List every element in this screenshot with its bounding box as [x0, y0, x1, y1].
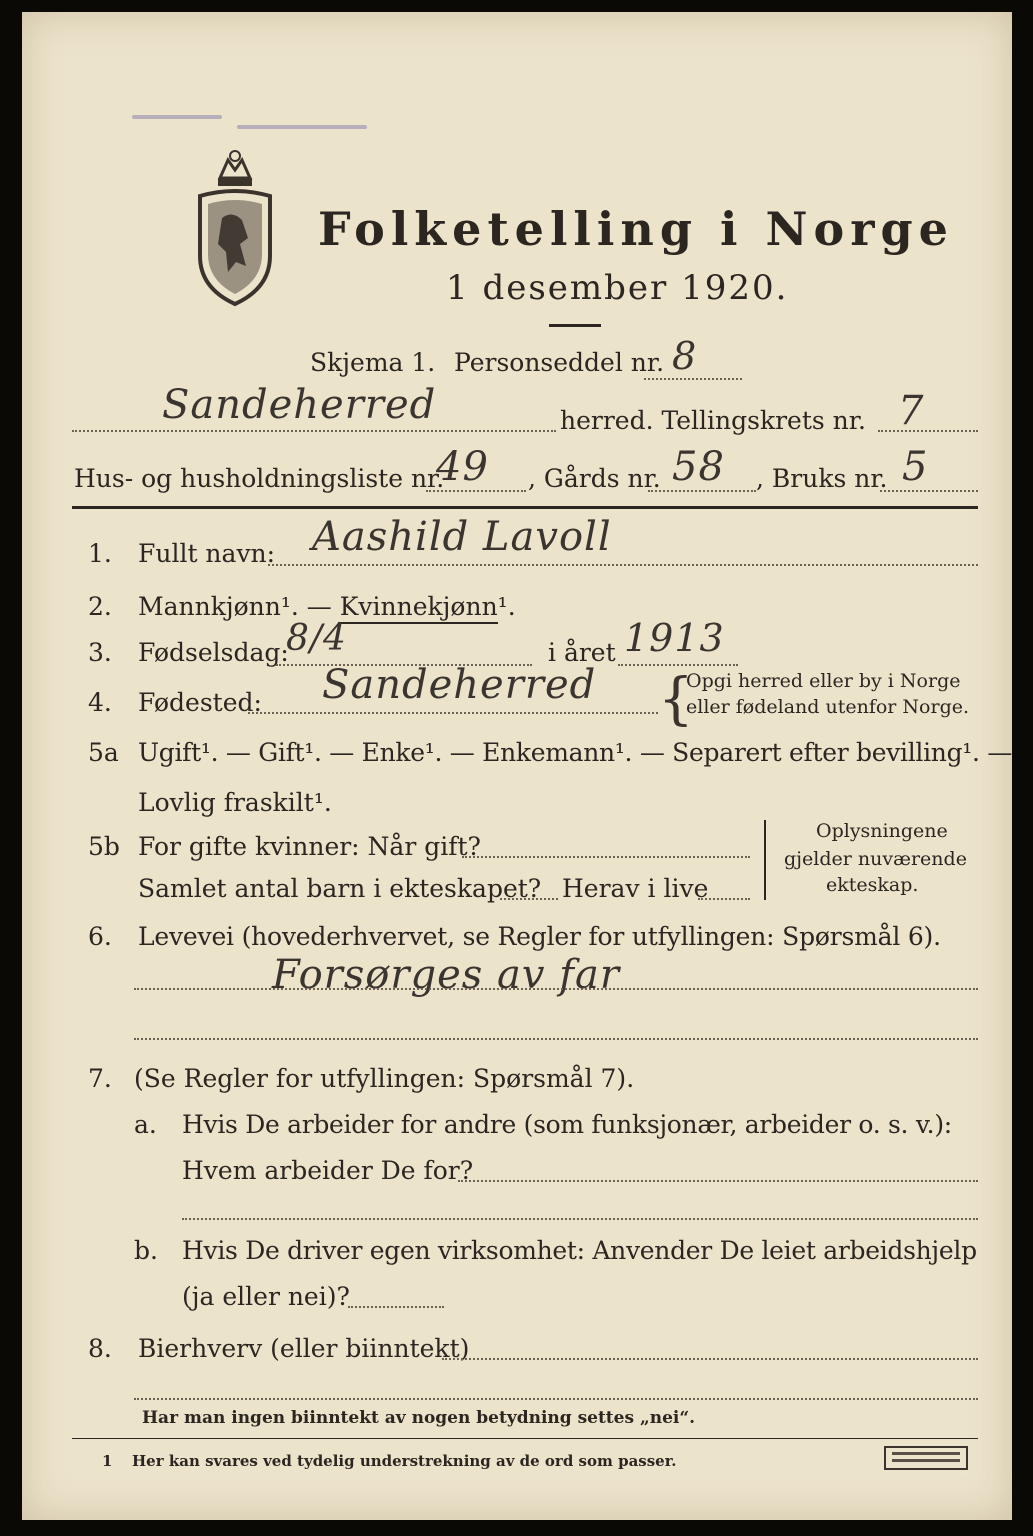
q5a-number: 5a [88, 738, 119, 767]
q4-note-1: Opgi herred eller by i Norge [686, 670, 961, 692]
full-name-value[interactable]: Aashild Lavoll [312, 514, 612, 560]
occupation-value[interactable]: Forsørges av far [272, 952, 620, 998]
marital-status-options[interactable]: Ugift¹. — Gift¹. — Enke¹. — Enkemann¹. — Separert efter bevilling¹. — [138, 738, 1013, 767]
gender-options[interactable]: Mannkjønn¹. — Kvinnekjønn¹. [138, 592, 516, 621]
year-line [618, 664, 738, 666]
husliste-value[interactable]: 49 [436, 444, 489, 490]
occupation-line-2 [134, 1038, 978, 1040]
footnote-text: Her kan svares ved tydelig understrekning av de ord som passer. [132, 1452, 677, 1470]
occupation-line-1 [134, 988, 978, 990]
q6-number: 6. [88, 922, 112, 951]
printer-mark-icon [884, 1446, 968, 1470]
q8-label: Bierhverv (eller biinntekt) [138, 1334, 470, 1363]
form-title: Folketelling i Norge [318, 202, 954, 256]
birthplace-value[interactable]: Sandeherred [322, 662, 597, 708]
q2-number: 2. [88, 592, 112, 621]
schema-label: Skjema 1. [310, 348, 436, 377]
q1-line [268, 564, 978, 566]
q5b-living-label: Herav i live [562, 874, 709, 903]
footnote-divider [72, 1438, 978, 1439]
q5b-bracket [764, 820, 766, 900]
husliste-line [426, 490, 526, 492]
q8-number: 8. [88, 1334, 112, 1363]
q6-label: Levevei (hovederhvervet, se Regler for utfyllingen: Spørsmål 6). [138, 922, 941, 951]
q7b-number: b. [134, 1236, 158, 1265]
q7b-label-2: (ja eller nei)? [182, 1282, 350, 1311]
ink-stamp-mark [237, 125, 367, 129]
q5b-note-2: gjelder nuværende [784, 848, 967, 870]
marital-status-divorced[interactable]: Lovlig fraskilt¹. [138, 788, 332, 817]
bruks-line [880, 490, 978, 492]
husliste-label: Hus- og husholdningsliste nr. [74, 464, 445, 493]
birthplace-line [248, 712, 658, 714]
q3-number: 3. [88, 638, 112, 667]
q1-number: 1. [88, 539, 112, 568]
q5b-number: 5b [88, 832, 120, 861]
herred-label: herred. Tellingskrets nr. [560, 406, 866, 435]
q5b-children-label: Samlet antal barn i ekteskapet? [138, 874, 542, 903]
gender-underline [338, 622, 498, 624]
census-form [22, 12, 1012, 1520]
ink-stamp-mark [132, 115, 222, 119]
coat-of-arms-icon [190, 148, 280, 308]
q4-number: 4. [88, 688, 112, 717]
employer-line-2 [182, 1218, 978, 1220]
q4-label: Fødested: [138, 688, 262, 717]
children-line [500, 898, 558, 900]
gards-label: , Gårds nr. [528, 464, 661, 493]
side-income-line [442, 1358, 978, 1360]
q7a-label-2: Hvem arbeider De for? [182, 1156, 474, 1185]
personseddel-label: Personseddel nr. [454, 348, 665, 377]
q4-note-2: eller fødeland utenfor Norge. [686, 696, 970, 718]
q3-year-label: i året [548, 638, 616, 667]
birthday-value[interactable]: 8/4 [286, 618, 347, 659]
title-divider [549, 324, 601, 327]
herred-line [72, 430, 556, 432]
q7b-label-1: Hvis De driver egen virksomhet: Anvender De leiet arbeidshjelp [182, 1236, 977, 1265]
header-separator [72, 506, 978, 509]
q7a-label-1: Hvis De arbeider for andre (som funksjonær, arbeider o. s. v.): [182, 1110, 952, 1139]
footnote-mark: 1 [102, 1452, 113, 1470]
tellingskrets-line [878, 430, 978, 432]
q5b-note-3: ekteskap. [826, 874, 919, 896]
employer-line [458, 1180, 978, 1182]
side-income-line-2 [134, 1398, 978, 1400]
personseddel-line [644, 378, 742, 380]
q1-label: Fullt navn: [138, 539, 276, 568]
q7a-number: a. [134, 1110, 157, 1139]
q7-label: (Se Regler for utfyllingen: Spørsmål 7). [134, 1064, 635, 1093]
brace-icon: { [658, 667, 694, 732]
bruks-value[interactable]: 5 [902, 444, 929, 490]
q5b-married-label: For gifte kvinner: Når gift? [138, 832, 481, 861]
bruks-label: , Bruks nr. [756, 464, 888, 493]
q7-number: 7. [88, 1064, 112, 1093]
personseddel-value[interactable]: 8 [672, 334, 698, 378]
birth-year-value[interactable]: 1913 [624, 616, 725, 660]
q5b-note-1: Oplysningene [816, 820, 948, 842]
herred-value[interactable]: Sandeherred [162, 382, 437, 428]
tellingskrets-value[interactable]: 7 [898, 388, 925, 434]
living-line [698, 898, 750, 900]
gards-line [648, 490, 756, 492]
q3-label: Fødselsdag: [138, 638, 289, 667]
gards-value[interactable]: 58 [672, 444, 725, 490]
no-income-note: Har man ingen biinntekt av nogen betydning settes „nei“. [142, 1408, 696, 1428]
married-date-line [462, 856, 750, 858]
form-date: 1 desember 1920. [446, 268, 789, 308]
hired-help-line [348, 1306, 444, 1308]
